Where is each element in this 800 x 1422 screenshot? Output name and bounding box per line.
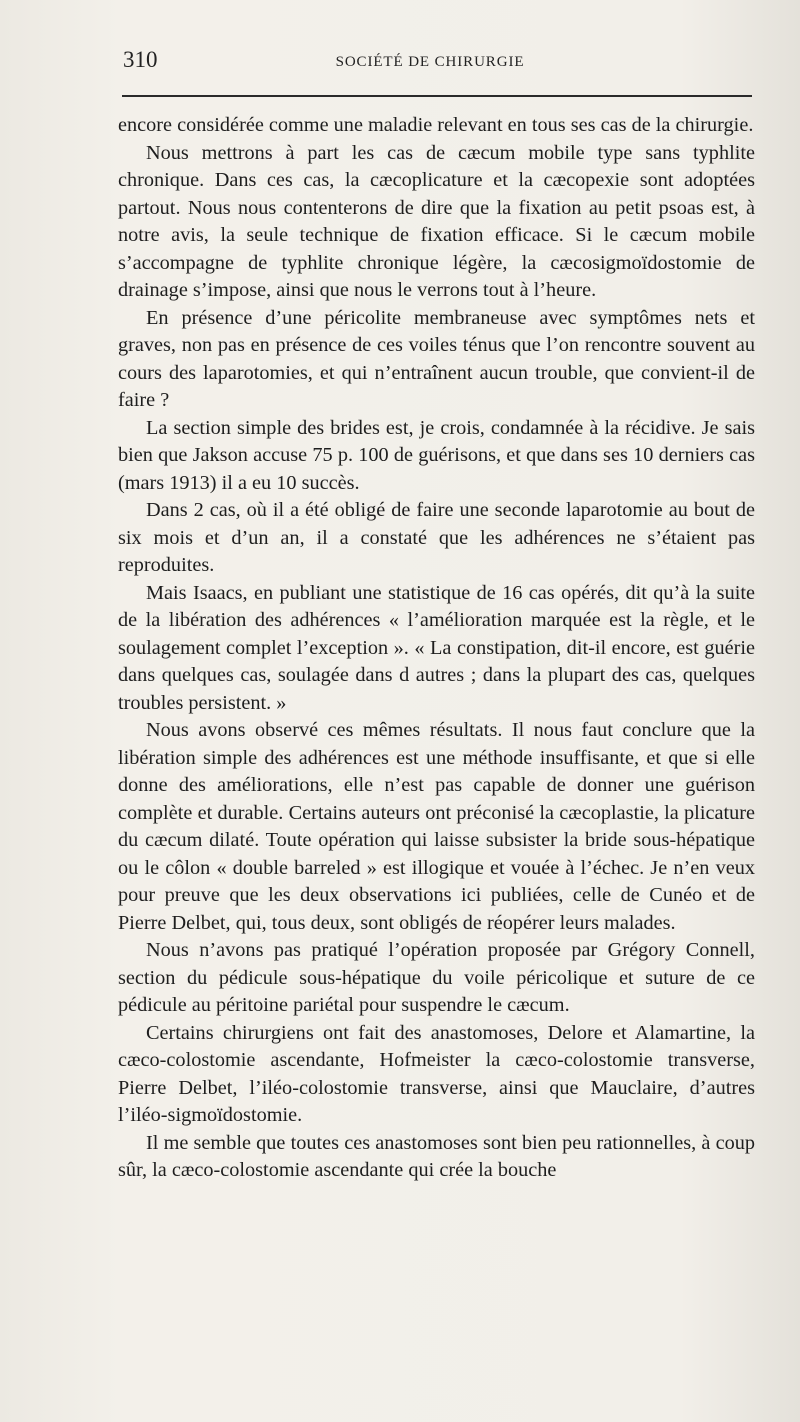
paragraph: Nous avons observé ces mêmes résultats. Il nous faut conclure que la libération simple des adhérences est une méthode insuffisante, et que si elle donne des améliorations, elle n’est pas capable de donner une guérison complète et durable. Certains auteurs ont préconisé la cæcoplastie, la plicature du cæcum dilaté. Toute opération qui laisse subsister la bride sous-hépatique ou le côlon « double barreled » est illogique et vouée à l’échec. Je n’en veux pour preuve que les deux observations ici publiées, celle de Cunéo et de Pierre Delbet, qui, tous deux, sont obligés de réopérer leurs malades. <box>118 719 755 934</box>
paragraph: Il me semble que toutes ces anastomoses sont bien peu rationnelles, à coup sûr, la cæco-colostomie ascendante qui crée la bouche <box>118 1131 755 1181</box>
paragraph: La section simple des brides est, je crois, condamnée à la récidive. Je sais bien que Jakson accuse 75 p. 100 de guérisons, et que dans ses 10 derniers cas (mars 1913) il a eu 10 succès. <box>118 416 755 494</box>
paragraph: En présence d’une péricolite membraneuse avec symptômes nets et graves, non pas en présence de ces voiles ténus que l’on rencontre souvent au cours des laparotomies, et qui n’entraînent aucun trouble, que convient-il de faire ? <box>118 306 755 411</box>
paragraph: encore considérée comme une maladie relevant en tous ses cas de la chirurgie. <box>118 114 754 136</box>
running-title: SOCIÉTÉ DE CHIRURGIE <box>335 54 525 70</box>
paragraph: Certains chirurgiens ont fait des anastomoses, Delore et Alamartine, la cæco-colostomie ascendante, Hofmeister la cæco-colostomie transverse, Pierre Delbet, l’iléo-colostomie transverse, ainsi que Mauclaire, d’autres l’iléo-sigmoïdostomie. <box>118 1021 755 1126</box>
paragraph: Nous mettrons à part les cas de cæcum mobile type sans typhlite chronique. Dans ces cas, la cæcoplicature et la cæcopexie sont adoptées partout. Nous nous contenterons de dire que la fixation au petit psoas est, à notre avis, la seule technique de fixation efficace. Si le cæcum mobile s’accompagne de typhlite chronique légère, la cæcosigmoïdostomie de drainage s’impose, ainsi que nous le verrons tout à l’heure. <box>118 141 755 301</box>
paragraph: Dans 2 cas, où il a été obligé de faire une seconde laparotomie au bout de six mois et d’un an, il a constaté que les adhérences ne s’étaient pas reproduites. <box>118 499 755 576</box>
body-text <box>118 112 755 1185</box>
paragraph: Nous n’avons pas pratiqué l’opération proposée par Grégory Connell, section du pédicule sous-hépatique du voile péricolique et suture de ce pédicule au péritoine pariétal pour suspendre le cæcum. <box>118 939 755 1016</box>
page-number: 310 <box>123 47 158 72</box>
paragraph: Mais Isaacs, en publiant une statistique de 16 cas opérés, dit qu’à la suite de la libération des adhérences « l’amélioration marquée est la règle, et le soulagement complet l’exception ». « La constipation, dit-il encore, est guérie dans quelques cas, soulagée dans d autres ; dans la plupart des cas, quelques troubles persistent. » <box>118 581 755 714</box>
header-rule <box>122 95 752 97</box>
